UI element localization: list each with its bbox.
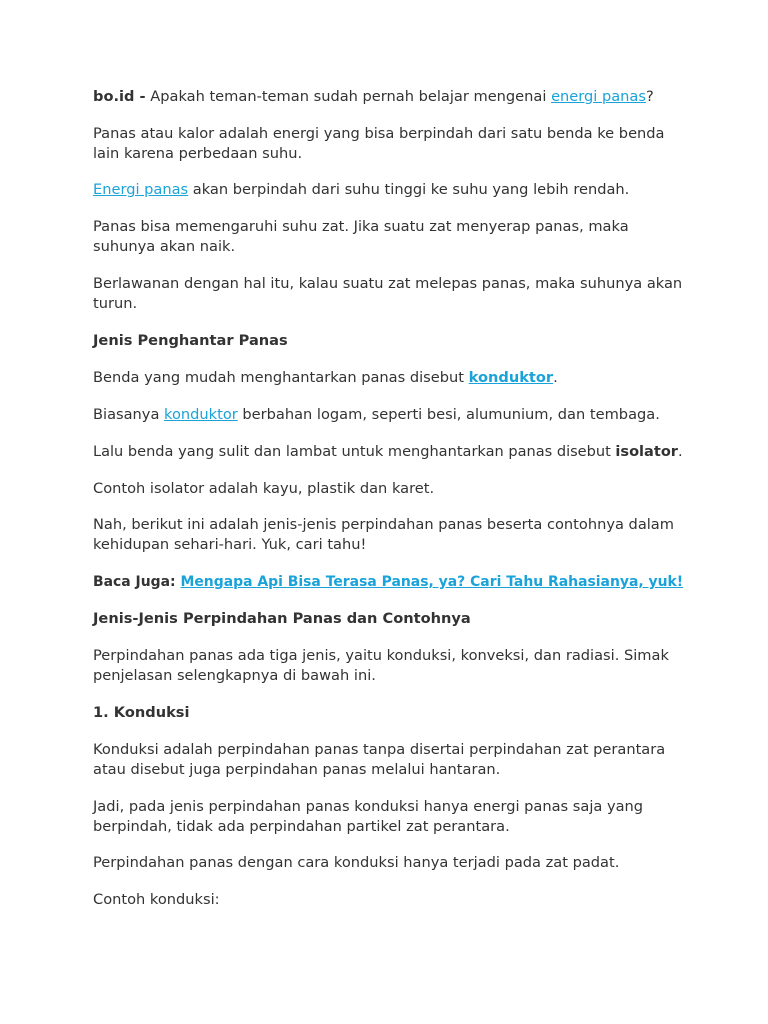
heading-jenis-penghantar: Jenis Penghantar Panas	[93, 332, 288, 349]
konduktor-text: Benda yang mudah menghantarkan panas disebut	[93, 369, 469, 386]
link-baca-juga-article[interactable]: Mengapa Api Bisa Terasa Panas, ya? Cari Tahu Rahasianya, yuk!	[180, 574, 684, 590]
paragraph-intro	[93, 87, 654, 108]
biasanya-text: berbahan logam, seperti besi, alumunium, dan tembaga.	[237, 406, 660, 423]
paragraph-tiga-jenis-line1: Perpindahan panas ada tiga jenis, yaitu konduksi, konveksi, dan radiasi. Simak	[93, 647, 669, 664]
source-prefix: bo.id -	[93, 88, 146, 105]
paragraph-zat-padat: Perpindahan panas dengan cara konduksi hanya terjadi pada zat padat.	[93, 854, 620, 871]
paragraph-melepas-line1: Berlawanan dengan hal itu, kalau suatu zat melepas panas, maka suhunya akan	[93, 275, 683, 292]
intro-text: Apakah teman-teman sudah pernah belajar mengenai	[145, 88, 552, 105]
paragraph-konduktor	[93, 368, 558, 389]
paragraph-tiga-jenis-line2: penjelasan selengkapnya di bawah ini.	[93, 667, 376, 684]
paragraph-jadi-line1: Jadi, pada jenis perpindahan panas konduksi hanya energi panas saja yang	[93, 798, 644, 815]
paragraph-konduksi-def-line1: Konduksi adalah perpindahan panas tanpa disertai perpindahan zat perantara	[93, 741, 666, 758]
paragraph-suhu-line2: suhunya akan naik.	[93, 238, 236, 255]
paragraph-energi-panas	[93, 180, 629, 201]
paragraph-biasanya	[93, 405, 660, 426]
paragraph-jadi-line2: berpindah, tidak ada perpindahan partikel zat perantara.	[93, 818, 510, 835]
link-konduktor-2[interactable]: konduktor	[164, 406, 238, 423]
heading-jenis-perpindahan: Jenis-Jenis Perpindahan Panas dan Contohnya	[93, 610, 471, 627]
isolator-text: Lalu benda yang sulit dan lambat untuk menghantarkan panas disebut	[93, 443, 616, 460]
link-konduktor[interactable]: konduktor	[468, 369, 554, 386]
baca-juga-label: Baca Juga:	[93, 574, 176, 590]
paragraph-nah-line1: Nah, berikut ini adalah jenis-jenis perpindahan panas beserta contohnya dalam	[93, 516, 674, 533]
paragraph-suhu-line1: Panas bisa memengaruhi suhu zat. Jika suatu zat menyerap panas, maka	[93, 218, 629, 235]
isolator-suffix: .	[678, 443, 683, 460]
energi-panas-text: akan berpindah dari suhu tinggi ke suhu yang lebih rendah.	[188, 181, 630, 198]
paragraph-contoh-konduksi: Contoh konduksi:	[93, 891, 220, 908]
link-energi-panas-2[interactable]: Energi panas	[93, 181, 189, 198]
paragraph-kalor-line2: lain karena perbedaan suhu.	[93, 145, 303, 162]
link-energi-panas[interactable]: energi panas	[551, 88, 646, 105]
paragraph-kalor-line1: Panas atau kalor adalah energi yang bisa berpindah dari satu benda ke benda	[93, 125, 665, 142]
paragraph-contoh-isolator: Contoh isolator adalah kayu, plastik dan karet.	[93, 480, 435, 497]
intro-suffix: ?	[645, 88, 654, 105]
heading-konduksi: 1. Konduksi	[93, 704, 190, 721]
paragraph-nah-line2: kehidupan sehari-hari. Yuk, cari tahu!	[93, 536, 367, 553]
konduktor-suffix: .	[553, 369, 558, 386]
paragraph-melepas-line2: turun.	[93, 295, 138, 312]
paragraph-konduksi-def-line2: atau disebut juga perpindahan panas melalui hantaran.	[93, 761, 501, 778]
paragraph-baca-juga	[93, 572, 683, 593]
biasanya-prefix: Biasanya	[93, 406, 165, 423]
paragraph-isolator	[93, 442, 683, 463]
isolator-bold: isolator	[615, 443, 678, 460]
